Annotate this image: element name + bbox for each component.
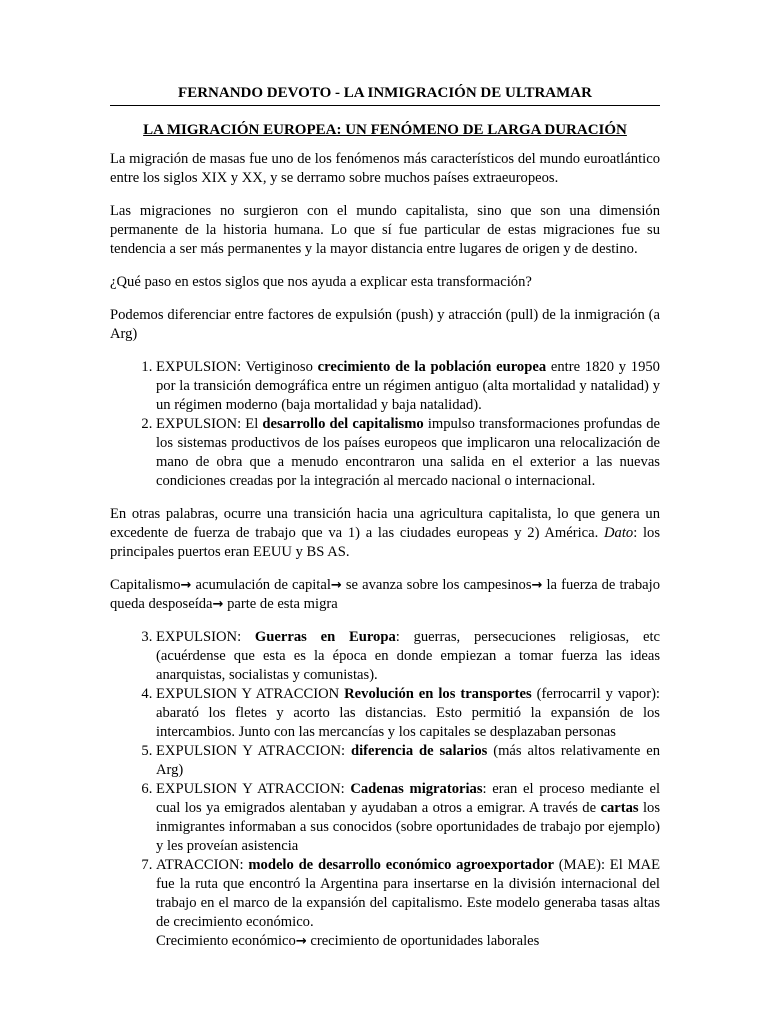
document-title: FERNANDO DEVOTO - LA INMIGRACIÓN DE ULTRAMAR [110,84,660,106]
arrow-right-icon: → [330,578,342,593]
paragraph: La migración de masas fue uno de los fenómenos más característicos del mundo euroatlántico entre los siglos XIX y XX, y se derramo sobre muchos países extraeuropeos. [110,151,660,186]
arrow-right-icon: → [531,578,543,593]
factors-list-push-pull [110,628,660,951]
list-item: 7. ATRACCION: modelo de desarrollo económico agroexportador (MAE): El MAE fue la ruta que encontró la Argentina para insertarse en la división internacional del trabajo en el marco de la expansión del capitalismo. Este modelo generaba tasas altas de crecimiento económico. Crecimiento económico→ crecimiento de oportunidades laborales [156,856,660,951]
causal-chain: Capitalismo→ acumulación de capital→ se avanza sobre los campesinos→ la fuerza de trabajo queda desposeída→ parte de esta migra [110,577,660,612]
list-item: 4. EXPULSION Y ATRACCION Revolución en los transportes (ferrocarril y vapor): abarató los fletes y acorto las distancias. Esto permitió la expansión de los intercambios. Junto con las mercancías y los capitales se desplazaban personas [156,685,660,742]
list-item: 2. EXPULSION: El desarrollo del capitalismo impulso transformaciones profundas de los sistemas productivos de los países europeos que implicaron una relocalización de mano de obra que a menudo encontraron una salida en el exterior a las nuevas condiciones creadas por la integración al mercado nacional o internacional. [156,415,660,491]
paragraph: En otras palabras, ocurre una transición hacia una agricultura capitalista, lo que genera un excedente de fuerza de trabajo que va 1) a las ciudades europeas y 2) América. Dato: los principales puertos eran EEUU y BS AS. [110,506,661,560]
growth-chain: Crecimiento económico→ crecimiento de oportunidades laborales [156,933,540,949]
factors-list-push [110,358,660,491]
paragraph: Podemos diferenciar entre factores de expulsión (push) y atracción (pull) de la inmigración (a Arg) [110,307,660,342]
list-item: 3. EXPULSION: Guerras en Europa: guerras, persecuciones religiosas, etc (acuérdense que esta es la época en donde empiezan a tomar fuerza las ideas anarquistas, socialistas y comunistas). [156,628,660,685]
list-item: 5. EXPULSION Y ATRACCION: diferencia de salarios (más altos relativamente en Arg) [156,742,660,780]
document-page [110,84,660,965]
section-title: LA MIGRACIÓN EUROPEA: UN FENÓMENO DE LARGA DURACIÓN [143,122,627,138]
arrow-right-icon: → [180,578,192,593]
arrow-right-icon: → [212,597,224,612]
list-item: 1. EXPULSION: Vertiginoso crecimiento de la población europea entre 1820 y 1950 por la transición demográfica entre un régimen antiguo (alta mortalidad y natalidad) y un régimen moderno (baja mortalidad y baja natalidad). [156,358,660,415]
paragraph: Las migraciones no surgieron con el mundo capitalista, sino que son una dimensión permanente de la historia humana. Lo que sí fue particular de estas migraciones fue su tendencia a ser más permanentes y la mayor distancia entre lugares de origen y de destino. [110,203,660,257]
paragraph: ¿Qué paso en estos siglos que nos ayuda a explicar esta transformación? [110,274,532,290]
list-item: 6. EXPULSION Y ATRACCION: Cadenas migratorias: eran el proceso mediante el cual los ya emigrados alentaban y ayudaban a otros a emigrar. A través de cartas los inmigrantes informaban a sus conocidos (sobre oportunidades de trabajo por ejemplo) y les proveían asistencia [156,780,660,856]
arrow-right-icon: → [295,934,307,949]
